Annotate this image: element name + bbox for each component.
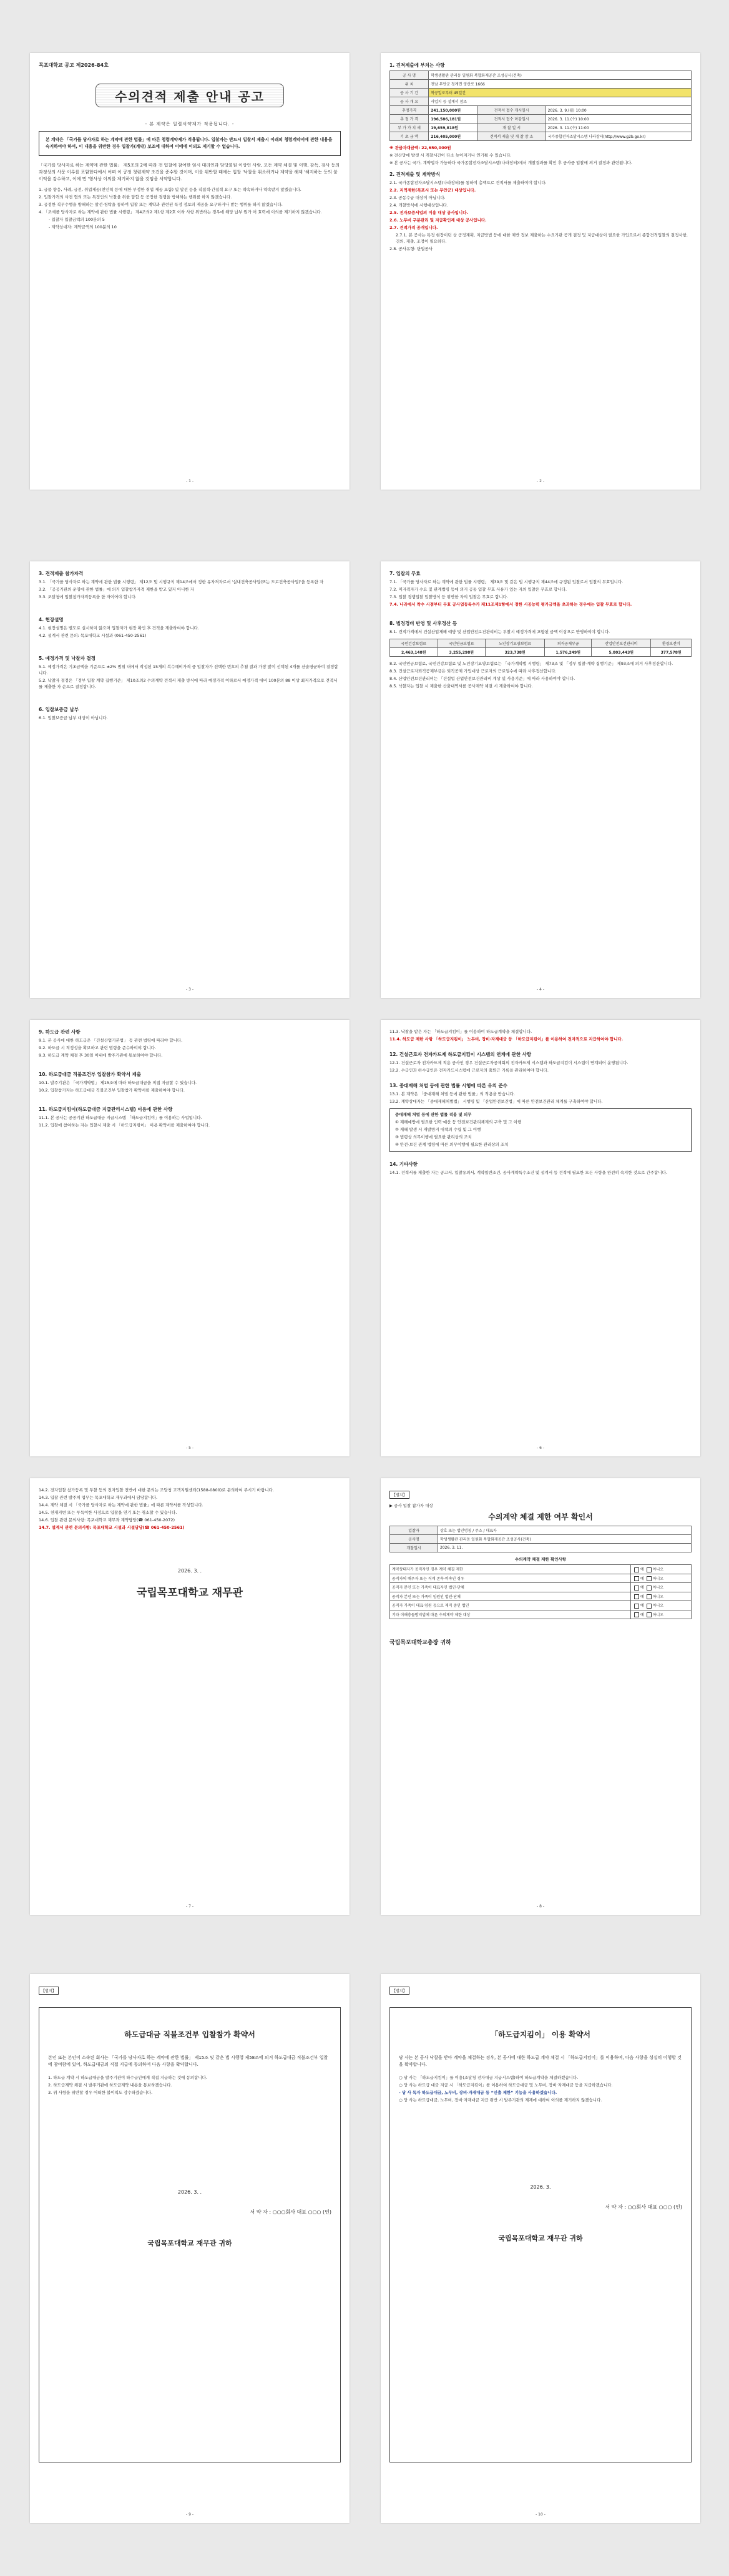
cell-key: 견적서 접수 마감일시 (477, 115, 546, 123)
list-item: 9.3. 하도급 계약 체결 후 30일 이내에 발주기관에 통보하여야 합니다. (39, 1053, 163, 1058)
page-6 (381, 1020, 700, 1456)
check-text: 공직자 가족이 대표·임원 등으로 재직 중인 법인 (390, 1601, 631, 1610)
form-title: 「하도급지킴이」 이용 확약서 (491, 2030, 590, 2039)
form-title: 수의계약 체결 제한 여부 확인서 (488, 1513, 593, 1521)
check-options (631, 1574, 692, 1583)
addressee: 국립목포대학교 재무관 귀하 (147, 2239, 232, 2247)
document-date: 2026. 3. (530, 2184, 551, 2190)
page-9 (30, 1974, 350, 2523)
table-row (390, 89, 692, 97)
list-item: 8.4. 산업안전보건관리비는 「건설업 산업안전보건관리비 계상 및 사용기준」에 따라 사용하여야 합니다. (389, 676, 575, 681)
table-row (390, 1574, 692, 1583)
pledge-frame (39, 2007, 341, 2462)
list-item: 12.2. 수급인과 하수급인은 전자카드시스템에 근로자의 출퇴근 기록을 관리하여야 합니다. (389, 1068, 549, 1073)
checkbox[interactable] (647, 1586, 652, 1591)
page-number: - 7 - (186, 1904, 193, 1909)
section-heading: 11. 하도급지킴이(하도급대금 지급관리시스템) 이용에 관한 사항 (39, 1106, 173, 1112)
pledge-highlight: “인출 제한” 기능을 사용하겠습니다. (491, 2090, 557, 2095)
box-item: ① 재해예방에 필요한 인력·예산 등 안전보건관리체계의 구축 및 그 이행 (395, 1120, 522, 1125)
section-heading: 12. 건설근로자 전자카드제 하도급지킴이 시스템의 연계에 관한 사항 (389, 1052, 532, 1057)
table-cell: 323,738원 (486, 648, 545, 657)
column-header: 국민연금보험료 (438, 639, 486, 648)
integrity-box (39, 131, 341, 156)
pledge-item: 1. 금품 향응, 사례, 금전, 취업제공(친인척 등에 대한 부정한 취업 제공 포함) 및 알선 등을 직접적·간접적 요구 또는 약속하거나 약속받지 않겠습니다. (39, 187, 301, 192)
section-heading: 1. 견적제출에 부치는 사항 (389, 62, 445, 68)
cell-key: 기 초 금 액 (390, 132, 429, 141)
check-options (631, 1583, 692, 1592)
table-row (390, 1610, 692, 1619)
list-item: 8.2. 국민연금보험료, 국민건강보험료 및 노인장기요양보험료는 「국가계약법 시행령」 제73조 및 「정부 입찰·계약 집행기준」 제93조에 의거 사후정산합니다. (389, 661, 673, 666)
pledge-point-text: - 당 사 독자 하도급대금, 노무비, 장비·자재대금 등 (399, 2090, 491, 2095)
note: ※ 전산망에 발생 시 개찰시간이 다소 늦어지거나 연기될 수 있습니다. (389, 153, 512, 158)
table-cell: 5,803,443원 (592, 648, 651, 657)
checkbox[interactable] (634, 1576, 639, 1581)
list-item: 7.2. 미자격자가 수요 및 관계법령 등에 의거 공동 입찰 무효 사유가 있는 자의 입찰은 무효로 합니다. (389, 587, 567, 592)
cell-key: 추 정 가 격 (390, 115, 429, 123)
cell-key: 추정가격 (390, 106, 429, 115)
section-heading: 2. 견적제출 및 계약방식 (389, 172, 441, 177)
list-item: 11.1. 본 공사는 공공기관 하도급대금 지급시스템 「하도급지킴이」를 이용하는 사업입니다. (39, 1115, 202, 1120)
section-heading: 8. 법정경비 반영 및 사후정산 등 (389, 621, 457, 626)
no-label: 아니오 (652, 1604, 664, 1608)
check-text: 공직자 본인 또는 가족이 임원인 법인·단체 (390, 1592, 631, 1601)
list-item: 2.2. 지역제한(목포시 또는 무안군) 대상입니다. (389, 188, 476, 193)
section-heading: 10. 하도급대금 직불조건부 입찰참가 확약서 제출 (39, 1072, 141, 1077)
cell-key: 개찰일시 (390, 1544, 438, 1552)
list-item: 11.2. 입찰에 참여하는 자는 입찰시 제출 시 「하도급지킴이」 이용 확약서를 제출하여야 합니다. (39, 1123, 210, 1128)
pledge-point: ○ 당 사는 「하도급지킴이」를 이용(조달청 전자대금 지급시스템)하여 하도급계약을 체결하겠습니다. (399, 2075, 579, 2080)
column-header: 산업안전보건관리비 (592, 639, 651, 648)
yes-label: 예 (640, 1567, 644, 1572)
fee-table (389, 639, 692, 657)
section-heading: 3. 견적제출 참가자격 (39, 571, 84, 576)
form-tag: 【별지】 (389, 1491, 409, 1499)
page-number: - 3 - (186, 987, 193, 992)
check-options (631, 1592, 692, 1601)
page-number: - 4 - (537, 987, 544, 992)
cell-key: 위 치 (390, 80, 429, 89)
table-row (390, 1544, 692, 1552)
checkbox[interactable] (634, 1567, 639, 1572)
integrity-notice: - 본 계약은 일렬서약제가 적용됩니다. - (145, 122, 235, 127)
list-item: 12.1. 건설근로자 전자카드제 적용 공사인 경우 건설근로자공제회의 전자카드제 시스템과 하도급지킴이 시스템이 연계되어 운영됩니다. (389, 1060, 629, 1065)
checkbox[interactable] (647, 1594, 652, 1599)
page-7 (30, 1478, 350, 1915)
pledge-item: 4. 「조세를 당사자로 하는 계약에 관한 법률 시행령」 제4조의2 제1항 제2호 이하 사항 위반하는 경우에 해당 납부 원가 어 효력에 이의를 제기하지 않겠습니다. (39, 210, 322, 215)
check-text: 공직자 본인 또는 가족이 대표자인 법인·단체 (390, 1583, 631, 1592)
yes-label: 예 (640, 1586, 644, 1590)
pledge-point: 2. 하도급계약 체결 시 발주기관에 하도급계약 내용을 통보하겠습니다. (48, 2083, 172, 2088)
box-item: ③ 법령상 의무이행에 필요한 관리상의 조치 (395, 1135, 472, 1140)
table-row (390, 639, 692, 648)
cell-value: 학생생활관 관리동 일원화 복합화재공간 조성공사(건축) (429, 71, 692, 80)
box-title: 중대재해 처벌 등에 관한 법률 적용 및 의무 (395, 1112, 472, 1117)
checkbox[interactable] (634, 1586, 639, 1591)
page-2 (381, 53, 700, 490)
cell-key: 공사명 (390, 1535, 438, 1544)
table-row (390, 1565, 692, 1574)
cell-value: 전남 무안군 청계면 영산로 1666 (429, 80, 692, 89)
page-title: 수의견적 제출 안내 공고 (95, 84, 284, 107)
checkbox[interactable] (634, 1594, 639, 1599)
applicant-table (389, 1526, 692, 1552)
yes-label: 예 (640, 1594, 644, 1599)
no-label: 아니오 (652, 1576, 664, 1581)
list-item: 14.3. 입찰 관련 발주처 업무는 목포대학교 재무과에서 담당합니다. (39, 1495, 158, 1500)
list-item: 2.1. 국가종합전자조달시스템(나라장터)를 통하여 총액으로 견적서를 제출하여야 합니다. (389, 180, 547, 185)
check-options (631, 1565, 692, 1574)
check-text: 계약상대자가 공직자인 경우 계약 체결 제한 (390, 1565, 631, 1574)
yes-label: 예 (640, 1612, 644, 1617)
list-item: 2.5. 전자보증서업의 이용 대상 공사입니다. (389, 210, 468, 215)
cell-value: 241,150,000원 (429, 106, 477, 115)
page-number: - 9 - (186, 2512, 193, 2517)
table-row (390, 1592, 692, 1601)
no-label: 아니오 (652, 1594, 664, 1599)
pledge-point (399, 2089, 682, 2096)
cell-value: 국가종합전자조달시스템 나라장터(http://www.g2b.go.kr) (546, 132, 691, 141)
list-item: 9.2. 하도급 시 적정성을 확보하고 관련 법령을 준수하여야 합니다. (39, 1045, 156, 1050)
checkbox[interactable] (634, 1604, 639, 1609)
list-item: 2.4. 개찰방식에 시행대상입니다. (389, 203, 448, 208)
intro-text: 「국가를 당사자로 하는 계약에 관한 법률」 제5조의 2에 따라 전 입찰에 참여한 임시 대리인과 담당회원 이상인 사람, 모든 계약 체결 및 이행, 감독, 검사 등의 과정상의 사문 이루를 포함한다에서 어떠 이 공정 청렴계약 조건을 준수할 것이며, 이를 위반할 때에는 입찰 '낙찰을 취소하거나 계약을 해제 '해지하는 등의 불이익을 감수하고, 이에 민 '형사상 이의를 제기하지 않을 것임을 서약합니다. (39, 163, 340, 182)
signature-line: 서 약 자 : ○○회사 대표 ○○○ (인) (605, 2204, 682, 2210)
column-header: 노인장기요양보험료 (486, 639, 545, 648)
yes-label: 예 (640, 1604, 644, 1608)
no-label: 아니오 (652, 1586, 664, 1590)
page-number: - 8 - (537, 1904, 544, 1909)
table-row (390, 1583, 692, 1592)
table-cell: 377,578원 (651, 648, 692, 657)
page-5 (30, 1020, 350, 1456)
list-item: 3.1. 「국가를 당사자로 하는 계약에 관한 법률 시행령」 제12조 및 시행규칙 제14조에서 정한 유자격자로서 '실내건축공사업(또는 도로건축공사업)'을 등록한 자 (39, 579, 324, 584)
addressee: 국립목포대학교 재무관 귀하 (498, 2234, 583, 2242)
check-title: 수의계약 체결 제한 확인사항 (514, 1557, 567, 1562)
cell-key: 입찰자 (390, 1526, 438, 1535)
cell-key: 공 사 기 간 (390, 89, 429, 97)
list-item: 14.4. 계약 체결 시 「국가를 당사자로 하는 계약에 관한 법률」에 따른 계약서를 작성합니다. (39, 1503, 203, 1508)
cell-value: 학생생활관 관리동 일원화 복합화재공간 조성공사(건축) (438, 1535, 692, 1544)
cell-value: 196,586,181원 (429, 115, 477, 123)
check-options (631, 1610, 692, 1619)
cell-value: 2026. 3. 11.(수) 10:00 (546, 115, 691, 123)
list-item: 9.1. 본 공사에 대한 하도급은 「건설산업기본법」 등 관련 법령에 따라야 합니다. (39, 1038, 183, 1043)
checkbox[interactable] (647, 1604, 652, 1609)
list-item: 4.1. 현장설명은 별도로 실시하지 않으며 입찰자가 현장 확인 후 견적을 제출하여야 합니다. (39, 626, 199, 631)
list-item: 14.7. 설계서 관련 문의사항: 목포대학교 시설과 시설담당(☎ 061-450-2561) (39, 1525, 185, 1530)
cell-value: 사업지 등 설계서 참조 (429, 97, 692, 106)
page-number: - 5 - (186, 1446, 193, 1450)
no-label: 아니오 (652, 1567, 664, 1572)
check-text: 기타 이해충돌방지법에 따른 수의계약 제한 대상 (390, 1610, 631, 1619)
list-item: 8.5. 낙찰자는 입찰 시 제출한 산출내역서를 공사계약 체결 시 제출하여야 합니다. (389, 684, 533, 689)
page-4 (381, 561, 700, 998)
list-item: 2.8. 공사유형: 단일공사 (389, 246, 433, 251)
list-item: 2.7. 견적가격 공개입니다. (389, 225, 438, 230)
notice-number: 목포대학교 공고 제2026-84호 (39, 62, 109, 68)
table-row (390, 1526, 692, 1535)
list-item: 2.3. 공동수급 대상이 아닙니다. (389, 195, 446, 200)
section-heading: 9. 하도급 관련 사항 (39, 1029, 81, 1035)
pledge-point: ○ 당 사는 하도급대금, 노무비, 장비·자재대금 지급 위반 시 발주기관의 제재에 대하여 이의를 제기하지 않겠습니다. (399, 2098, 602, 2103)
list-item: 7.1. 「국가를 당사자로 하는 계약에 관한 법률 시행령」 제39조 및 같은 법 시행규칙 제44조에 규정된 입찰로서 입찰의 무효입니다. (389, 579, 624, 584)
section-heading: 7. 입찰의 무효 (389, 571, 421, 576)
form-note: ▶ 공사 입찰 참가자 대상 (389, 1503, 433, 1508)
cell-value: 2026. 3. 11. (438, 1544, 692, 1552)
page-number: - 2 - (537, 479, 544, 483)
list-item: 14.1. 견적서를 제출한 자는 공고서, 입찰유의서, 계약일반조건, 공사계약특수조건 및 설계서 등 견적에 필요한 모든 사항을 완전히 숙지한 것으로 간주합니다. (389, 1170, 668, 1175)
list-item: 11.3. 낙찰을 받은 자는 「하도급지킴이」를 이용하여 하도급계약을 체결합니다. (389, 1029, 532, 1034)
table-row (390, 648, 692, 657)
signature-line: 서 약 자 : ○○○회사 대표 ○○○ (인) (250, 2209, 331, 2215)
cell-key: 견적서 접수 개시일시 (477, 106, 546, 115)
pledge-item: 3. 공정한 직무수행을 방해하는 알선·청탁을 통하여 입찰 또는 계약과 관련된 특정 정보의 제공을 요구하거나 받는 행위를 하지 않겠습니다. (39, 202, 283, 207)
page-number: - 6 - (537, 1446, 544, 1450)
note: ※ 본 공사는 국가, 계약업자 가능하다 국가종합전자조달시스템(나라장터)에서 개찰결과를 확인 후 공사중 입찰에 의거 결정과 관련됩니다. (389, 160, 632, 165)
list-item: 6.1. 입찰보증금 납부 대상이 아닙니다. (39, 715, 108, 720)
note: ※ 관급자재금액: 22,650,000원 (389, 145, 451, 150)
form-footer: 국립목포대학교총장 귀하 (389, 1640, 451, 1646)
pledge-body: 당 사는 본 공사 낙찰을 받아 계약을 체결하는 경우, 본 공사에 대한 하도급 계약 체결 시 「하도급지킴이」를 이용하며, 다음 사항을 성실히 이행할 것을 확약합니다. (399, 2055, 682, 2067)
list-item: 14.6. 입찰 관련 문의사항: 목포대학교 재무과 계약담당(☎ 061-450-2072) (39, 1518, 175, 1523)
checkbox[interactable] (634, 1612, 639, 1617)
list-item: 10.1. 발주기관은 「국가계약법」 제15조에 따라 하도급대금을 직접 지급할 수 있습니다. (39, 1080, 197, 1085)
checkbox[interactable] (647, 1576, 652, 1581)
cell-key: 개 찰 일 시 (477, 123, 546, 132)
issuing-org: 국립목포대학교 재무관 (136, 1587, 243, 1599)
cell-value: 216,405,000원 (429, 132, 477, 141)
cell-key: 부 가 가 치 세 (390, 123, 429, 132)
no-label: 아니오 (652, 1612, 664, 1617)
table-row (390, 115, 692, 123)
pledge-body: 본인 또는 본인이 소속된 회사는 「국가를 당사자로 하는 계약에 관한 법률」 제15조 및 같은 법 시행령 제58조에 의거 하도급대금 직불조건부 입찰에 참여함에 있어, 하도급대금의 직접 지급에 동의하며 다음 사항을 확약합니다. (48, 2055, 328, 2067)
table-row (390, 1535, 692, 1544)
section-heading: 14. 기타사항 (389, 1161, 418, 1167)
checkbox[interactable] (647, 1612, 652, 1617)
page-1 (30, 53, 350, 490)
table-row (390, 106, 692, 115)
page-number: - 1 - (186, 479, 193, 483)
checkbox[interactable] (647, 1567, 652, 1572)
list-item: 3.3. 조달청에 입찰참가자격등록을 한 자이어야 합니다. (39, 594, 137, 599)
column-header: 퇴직공제부금 (545, 639, 592, 648)
box-item: ② 재해 발생 시 재발방지 대책의 수립 및 그 이행 (395, 1127, 481, 1132)
check-text: 공직자의 배우자 또는 직계 존속·비속인 경우 (390, 1574, 631, 1583)
pledge-frame (389, 2007, 692, 2462)
form-tag: 【별지】 (389, 1987, 409, 1995)
check-options (631, 1601, 692, 1610)
column-header: 국민건강보험료 (390, 639, 438, 648)
cell-value: 상호 또는 법인명칭 / 주소 / 대표자 (438, 1526, 692, 1535)
cell-key: 공 사 개 요 (390, 97, 429, 106)
project-table (389, 70, 692, 141)
check-table (389, 1564, 692, 1619)
column-header: 환경보전비 (651, 639, 692, 648)
cell-value: 2026. 3. 9.(월) 10:00 (546, 106, 691, 115)
table-row (390, 1601, 692, 1610)
table-cell: 2,463,148원 (390, 648, 438, 657)
pledge-point: 1. 하도급 계약 시 하도급대금을 발주기관이 하수급인에게 직접 지급하는 것에 동의합니다. (48, 2075, 207, 2080)
list-item: 13.1. 본 계약은 「중대재해 처벌 등에 관한 법률」의 적용을 받습니다. (389, 1092, 515, 1097)
section-heading: 5. 예정가격 및 낙찰자 결정 (39, 656, 95, 661)
page-8 (381, 1478, 700, 1915)
table-cell: 1,576,249원 (545, 648, 592, 657)
list-item: 5.1. 예정가격은 기초금액을 기준으로 ±2% 범위 내에서 작성된 15개의 복수예비가격 중 입찰자가 선택한 번호의 추첨 결과 가장 많이 선택된 4개를 산술평균하여 결정합니다. (39, 664, 338, 675)
section-heading: 6. 입찰보증금 납부 (39, 707, 79, 712)
table-cell: 3,255,298원 (438, 648, 486, 657)
cell-key: 공 사 명 (390, 71, 429, 80)
form-title: 하도급대금 직불조건부 입찰참가 확약서 (124, 2030, 255, 2039)
page-3 (30, 561, 350, 998)
page-10 (381, 1974, 700, 2523)
cell-value: 착공일로부터 45일간 (429, 89, 692, 97)
list-item: 14.2. 전자입찰 참가등록 및 투찰 등의 전자입찰 전반에 대한 문의는 조달청 고객지원센터(1588-0800)로 문의하여 주시기 바랍니다. (39, 1488, 274, 1493)
list-item: 7.3. 입찰 경쟁입찰 입찰방식 등 위반한 자의 입찰은 무효로 합니다. (389, 594, 509, 599)
list-item: 8.3. 건설근로자퇴직공제부금은 퇴직공제 가입대상 근로자의 근로일수에 따라 사후정산합니다. (389, 669, 557, 674)
table-row (390, 97, 692, 106)
list-item: 10.2. 입찰참가자는 하도급대금 직불조건부 입찰참가 확약서를 제출하여야 합니다. (39, 1088, 185, 1093)
list-item: 4.2. 설계서 관련 문의: 목포대학교 시설과 (061-450-2561) (39, 633, 147, 638)
list-item: 14.5. 천재지변 또는 부득이한 사정으로 입찰을 연기 또는 취소할 수 있습니다. (39, 1510, 177, 1515)
list-item: 8.1. 견적가격에서 건설산업재해 예방 및 산업안전보건관리비는 투찰시 예정가격에 포함된 금액 이상으로 반영하여야 합니다. (389, 629, 610, 634)
list-item: 11.4. 하도급 제한 사항 「하도급지킴이」 노무비, 장비·자재대금 등 「하도급지킴이」를 이용하여 전자적으로 지급하여야 합니다. (389, 1037, 624, 1042)
document-date: 2026. 3. . (177, 2189, 202, 2195)
pledge-sub: - 입찰자 입찰금액의 100분의 5 (49, 217, 105, 222)
pledge-point: 3. 위 사항을 위반할 경우 어떠한 불이익도 감수하겠습니다. (48, 2090, 153, 2095)
table-row (390, 123, 692, 132)
section-heading: 4. 현장설명 (39, 617, 64, 622)
list-item: 2.7.1. 본 공사는 특정 현장이던 상 공정계획, 지급방법 등에 대한 제반 정보 제출하는 수요기관 공개 결정 및 지급대상이 필요한 가입으로서 종합견적입찰의 결정사항, 건의, 제출, 조정이 필요하다. (396, 233, 688, 244)
list-item: 3.2. 「공공기관의 운영에 관한 법률」에 의거 입찰참가자격 제한을 받고 있지 아니한 자 (39, 587, 195, 592)
table-row (390, 80, 692, 89)
pledge-point: ○ 당 사는 하도급 대금 지급 시 「하도급지킴이」를 이용하여 하도급대금 및 노무비, 장비·자재대금 등을 지급하겠습니다. (399, 2083, 613, 2088)
cell-value: 2026. 3. 11.(수) 11:00 (546, 123, 691, 132)
page-number: - 10 - (536, 2512, 546, 2517)
pledge-sub: - 계약상대자: 계약금액의 100분의 10 (49, 225, 117, 230)
cell-value: 19,659,818원 (429, 123, 477, 132)
document-date: 2026. 3. . (177, 1568, 202, 1574)
list-item: 7.4. 나라에서 착수 시점부터 무효 공사업등록수가 제11조제1항에서 정한 시공능력 평가금액을 초과하는 경우에는 입찰 무효로 합니다. (389, 602, 632, 607)
cell-key: 견적서 제출 및 개 찰 장 소 (477, 132, 546, 141)
list-item: 5.2. 낙찰자 결정은 「정부 입찰 계약 집행기준」 제10조의2 수의계약 견적서 제출 방식에 따라 예정가격 이하로서 예정가격 대비 100분의 88 이상 최저가격으로 견적서를 제출한 자 순으로 결정합니다. (39, 678, 338, 689)
table-row (390, 71, 692, 80)
table-row (390, 132, 692, 141)
yes-label: 예 (640, 1576, 644, 1581)
section-heading: 13. 중대재해 처벌 등에 관한 법률 시행에 따른 유의 준수 (389, 1083, 507, 1088)
list-item: 13.2. 계약상대자는 「중대재해처벌법」 시행령 및 「산업안전보건법」에 따른 안전보건관리 체계를 구축하여야 합니다. (389, 1099, 603, 1104)
integrity-box-text: 본 계약은 「국가를 당사자로 하는 계약에 관한 법률」에 따른 청렴계약제가 적용됩니다. 입찰자는 반드시 입찰서 제출시 이래의 청렴계약서에 관한 내용을 숙지하여야 하며, 이 내용을 위반한 경우 입찰가(계약) 보조에 대하여 이에에 이의도 제기할 수 없습니다. (46, 137, 333, 149)
box-item: ④ 안전·보건 관계 법령에 따른 의무이행에 필요한 관리상의 조치 (395, 1142, 509, 1147)
list-item: 2.6. 노무비 구분관리 및 지급확인제 대상 공사입니다. (389, 218, 487, 223)
serious-accident-box (389, 1108, 692, 1152)
pledge-item: 2. 입찰가격의 사전 협의 또는 특정인의 낙찰을 위한 담합 등 공정한 경쟁을 방해하는 행위를 하지 않겠습니다. (39, 195, 232, 200)
form-tag: 【별지】 (39, 1987, 59, 1995)
